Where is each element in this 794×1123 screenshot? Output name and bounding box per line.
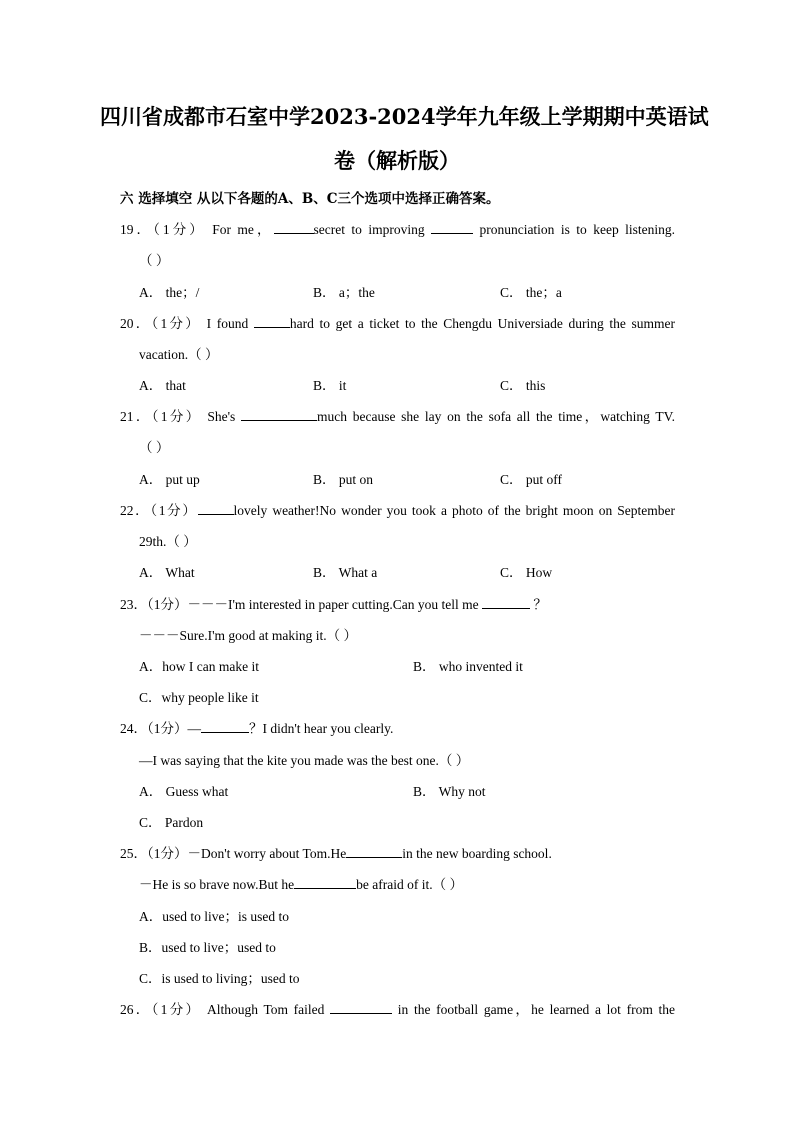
question-25-option-b: B．used to live；used to <box>139 940 276 955</box>
question-22-stem: 22．（1分） lovely weather!No wonder you took a photo of the bright moon on September <box>120 503 675 518</box>
question-19-option-b: B． a；the <box>313 285 375 300</box>
question-22-option-c: C． How <box>500 565 553 580</box>
question-21-option-c: C． put off <box>500 472 563 487</box>
question-23-stem: 23．（1分）－－－I'm interested in paper cutting.Can you tell me ？ <box>120 597 547 612</box>
question-22-option-a: A． What <box>139 565 195 580</box>
question-24-option-c: C． Pardon <box>139 815 204 830</box>
answer-blank <box>201 720 249 733</box>
question-21-option-b: B． put on <box>313 472 374 487</box>
question-21-option-a: A． put up <box>139 472 200 487</box>
answer-blank <box>330 1001 392 1014</box>
question-21-stem: 21．（1分） She's much because she lay on the sofa all the time，watching TV. <box>120 409 676 424</box>
page-title-line1: 四川省成都市石室中学2023-2024学年九年级上学期期中英语试 <box>100 104 709 129</box>
answer-blank <box>294 876 356 889</box>
question-26-stem: 26．（1分） Although Tom failed in the football game，he learned a lot from the <box>120 1002 676 1017</box>
question-20-option-a: A． that <box>139 378 186 393</box>
page-title-line2: 卷（解析版） <box>334 148 460 173</box>
answer-blank <box>198 502 234 515</box>
question-24-option-b: B． Why not <box>413 784 486 799</box>
question-25-option-c: C．is used to living；used to <box>139 971 300 986</box>
question-19-paren: （ ） <box>139 253 170 268</box>
question-20-option-b: B． it <box>313 378 347 393</box>
question-19-stem: 19．（1分） For me， secret to improving pronunciation is to keep listening. <box>120 222 675 237</box>
question-20-option-c: C． this <box>500 378 546 393</box>
question-21-paren: （ ） <box>139 440 170 455</box>
question-19-option-c: C． the；a <box>500 285 562 300</box>
question-23-option-c: C．why people like it <box>139 690 259 705</box>
question-23-option-a: A．how I can make it <box>139 659 259 674</box>
question-20-continuation: vacation.（ ） <box>139 347 219 362</box>
answer-blank <box>431 221 473 234</box>
answer-blank <box>274 221 314 234</box>
question-19-option-a: A． the；/ <box>139 285 200 300</box>
answer-blank <box>482 596 530 609</box>
question-25-reply: －He is so brave now.But he be afraid of it.（ ） <box>139 877 463 892</box>
question-24-reply: —I was saying that the kite you made was the best one.（ ） <box>139 753 470 768</box>
question-24-option-a: A． Guess what <box>139 784 229 799</box>
question-25-stem: 25．（1分）－Don't worry about Tom.He in the new boarding school. <box>120 846 552 861</box>
question-23-reply: －－－Sure.I'm good at making it.（ ） <box>139 628 358 643</box>
answer-blank <box>241 408 317 421</box>
answer-blank <box>254 315 290 328</box>
question-22-option-b: B． What a <box>313 565 378 580</box>
question-23-option-b: B． who invented it <box>413 659 523 674</box>
question-20-stem: 20．（1分） I found hard to get a ticket to the Chengdu Universiade during the summer <box>120 316 676 331</box>
question-25-option-a: A．used to live；is used to <box>139 909 289 924</box>
section-heading: 六 选择填空 从以下各题的A、B、C三个选项中选择正确答案。 <box>120 191 500 207</box>
question-22-continuation: 29th.（ ） <box>139 534 197 549</box>
question-24-stem: 24．（1分）— ？I didn't hear you clearly. <box>120 721 394 736</box>
answer-blank <box>346 845 402 858</box>
